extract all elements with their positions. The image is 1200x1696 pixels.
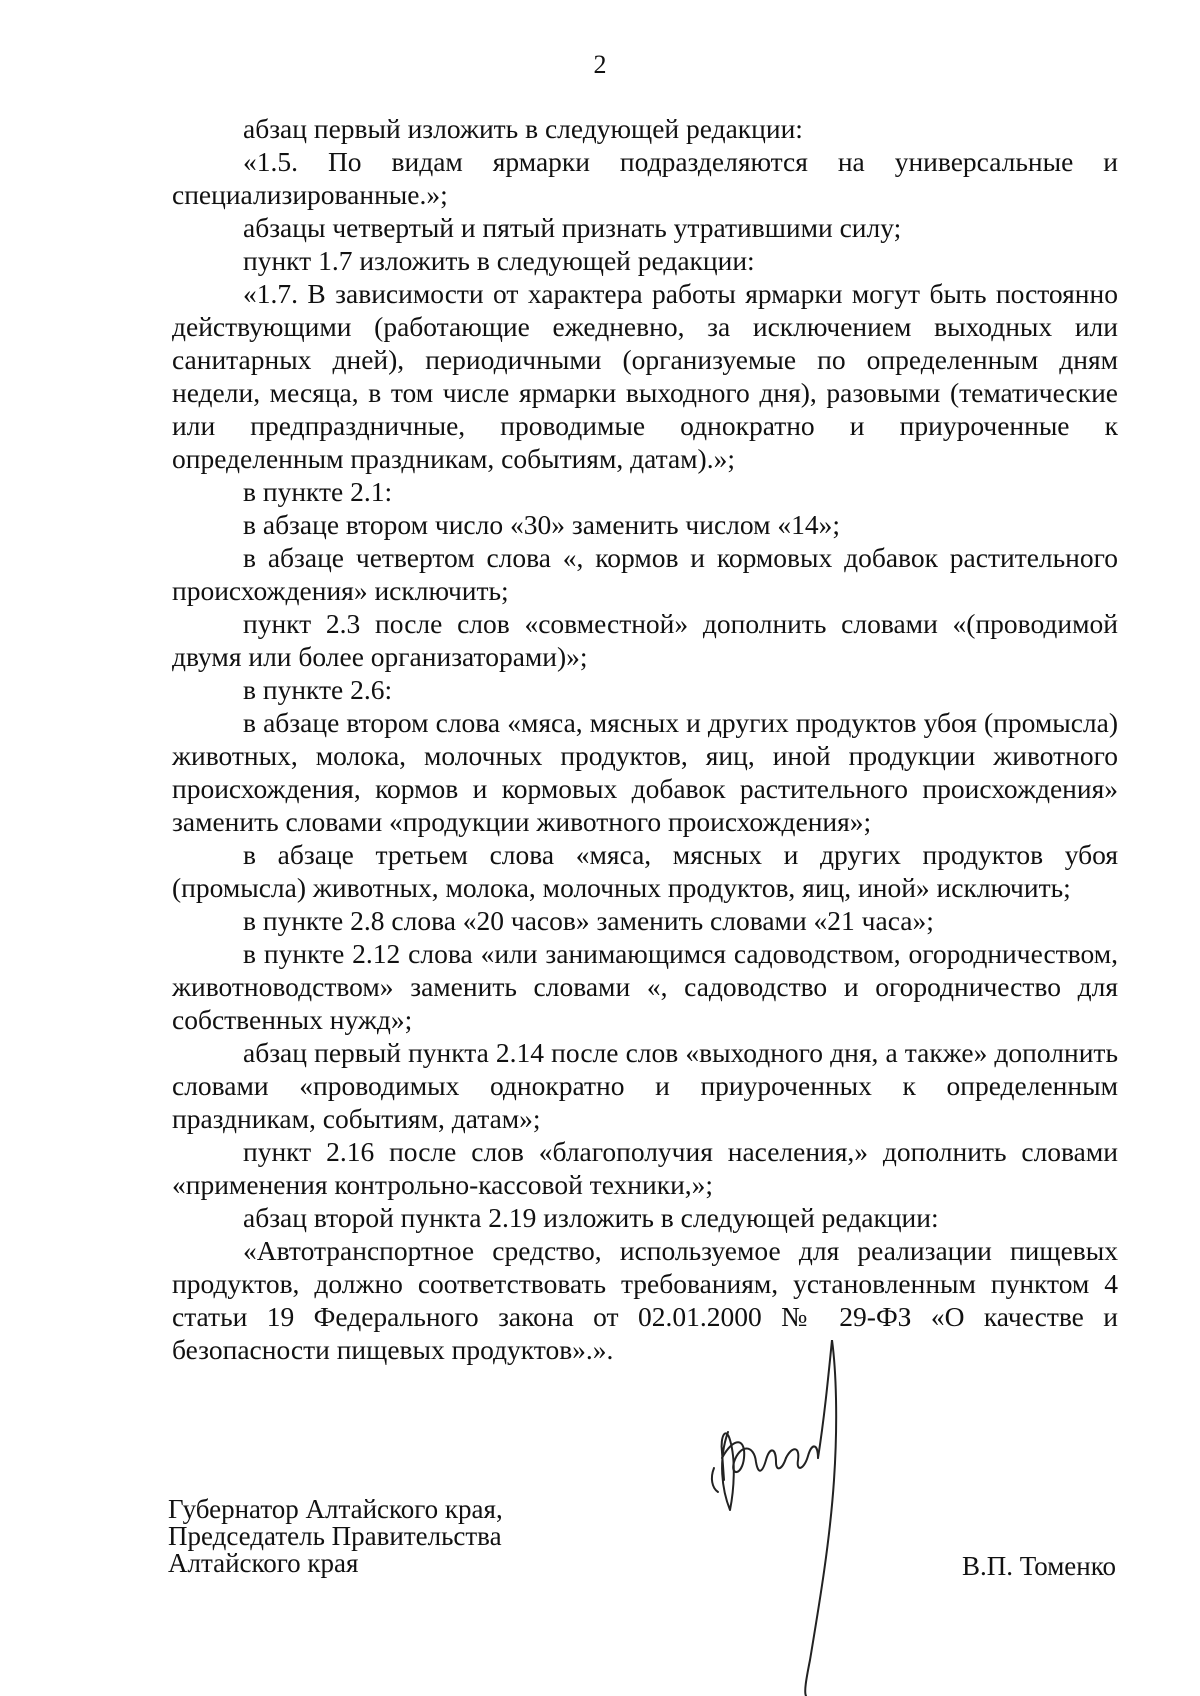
paragraph: в абзаце третьем слова «мяса, мясных и других продуктов убоя (промысла) животных, молока, молочных продуктов, яиц, иной» исключить; (172, 839, 1118, 903)
paragraph: «1.7. В зависимости от характера работы ярмарки могут быть постоянно действующими (работающие ежедневно, за исключением выходных или санитарных дней), периодичными (организуемые по определенным дням недели, месяца, в том числе ярмарки выходного дня), разовыми (тематические или предпраздничные, проводимые однократно и приуроченные к определенным праздникам, событиям, датам).»; (172, 278, 1118, 474)
signatory-title-line: Губернатор Алтайского края, (168, 1494, 503, 1524)
signer-name: В.П. Томенко (962, 1551, 1116, 1581)
paragraph: в абзаце четвертом слова «, кормов и кормовых добавок растительного происхождения» исключить; (172, 542, 1118, 606)
paragraph: в пункте 2.1: (243, 476, 393, 507)
paragraph: в абзаце втором число «30» заменить числом «14»; (243, 509, 841, 540)
signatory-title (168, 1496, 503, 1577)
paragraph: пункт 1.7 изложить в следующей редакции: (243, 245, 755, 276)
paragraph: «Автотранспортное средство, используемое для реализации пищевых продуктов, должно соответствовать требованиям, установленным пунктом 4 статьи 19 Федерального закона от 02.01.2000 № 29-ФЗ «О качестве и безопасности пищевых продуктов».». (172, 1235, 1118, 1365)
page-number: 2 (593, 50, 607, 79)
paragraph: «1.5. По видам ярмарки подразделяются на универсальные и специализированные.»; (172, 146, 1118, 210)
paragraph: абзац первый изложить в следующей редакции: (243, 113, 803, 144)
paragraph: абзац первый пункта 2.14 после слов «выходного дня, а также» дополнить словами «проводимых однократно и приуроченных к определенным праздникам, событиям, датам»; (172, 1037, 1118, 1134)
signatory-title-line: Алтайского края (168, 1548, 359, 1578)
paragraph: абзацы четвертый и пятый признать утратившими силу; (243, 212, 902, 243)
paragraph: в пункте 2.6: (243, 674, 393, 705)
paragraph: в пункте 2.8 слова «20 часов» заменить словами «21 часа»; (243, 905, 934, 936)
paragraph: в абзаце втором слова «мяса, мясных и других продуктов убоя (промысла) животных, молока, молочных продуктов, яиц, иной продукции животного происхождения, кормов и кормовых добавок растительного происхождения» заменить словами «продукции животного происхождения»; (172, 707, 1118, 837)
document-body (172, 112, 1118, 1366)
signatory-title-line: Председатель Правительства (168, 1521, 502, 1551)
handwritten-signature-icon (700, 1340, 920, 1696)
paragraph: пункт 2.3 после слов «совместной» дополнить словами «(проводимой двумя или более организаторами)»; (172, 608, 1118, 672)
paragraph: абзац второй пункта 2.19 изложить в следующей редакции: (243, 1202, 939, 1233)
paragraph: в пункте 2.12 слова «или занимающимся садоводством, огородничеством, животноводством» заменить словами «, садоводство и огородничество для собственных нужд»; (172, 938, 1118, 1035)
paragraph: пункт 2.16 после слов «благополучия населения,» дополнить словами «применения контрольно-кассовой техники,»; (172, 1136, 1118, 1200)
